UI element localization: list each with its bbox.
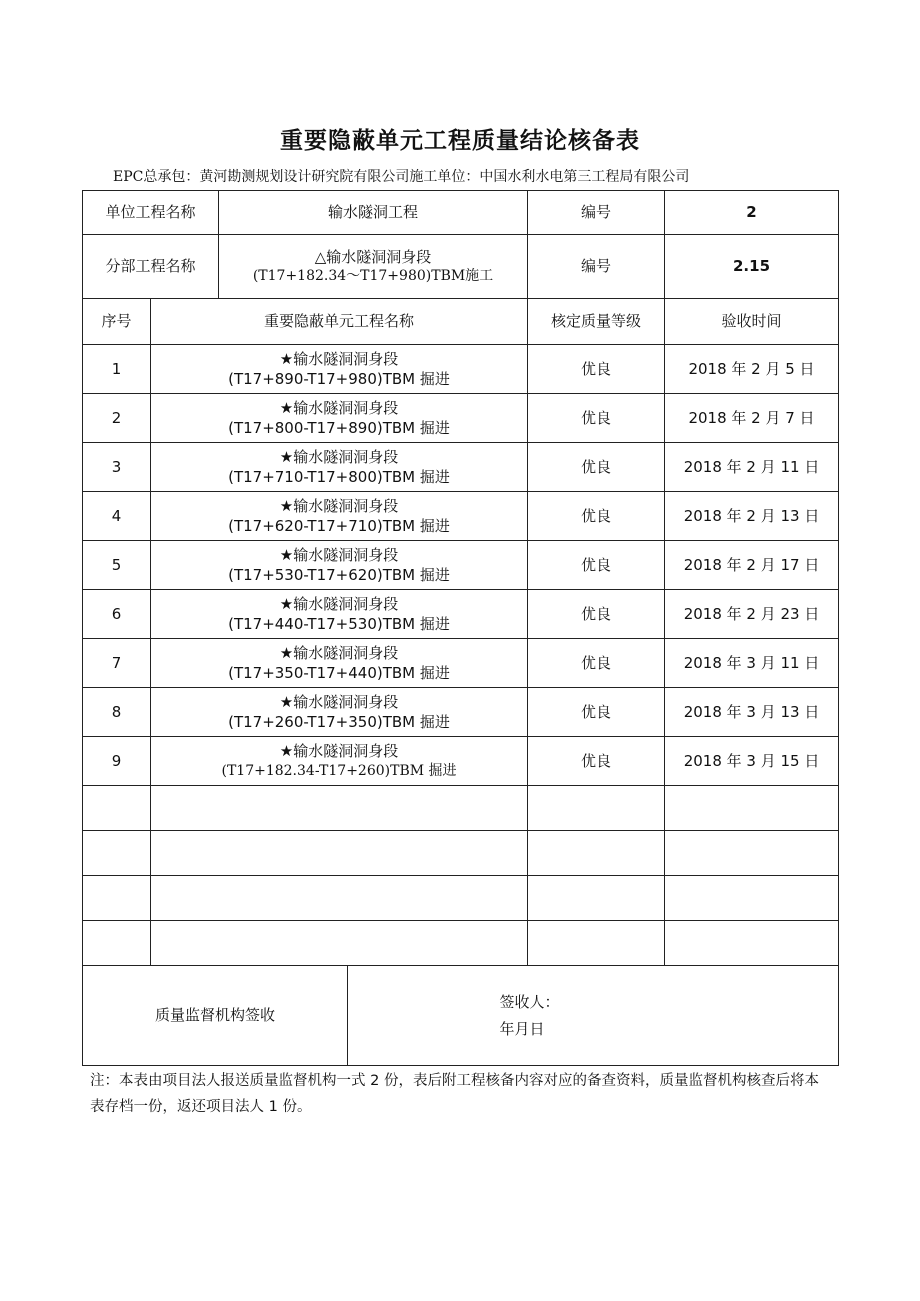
empty-cell <box>528 831 665 876</box>
row-grade: 优良 <box>528 688 665 737</box>
unit-code-value: 2 <box>665 191 839 235</box>
row-name-line2: (T17+620-T17+710)TBM 掘进 <box>228 517 450 535</box>
table-row <box>83 639 839 688</box>
row-date: 2018 年 2 月 11 日 <box>665 443 839 492</box>
empty-cell <box>83 831 151 876</box>
row-name-line1: ★输水隧洞洞身段 <box>279 447 399 466</box>
unit-code-label: 编号 <box>528 191 665 235</box>
row-name-line1: ★输水隧洞洞身段 <box>279 398 399 417</box>
empty-cell <box>151 786 528 831</box>
sub-code-value: 2.15 <box>665 235 839 299</box>
row-name <box>151 688 528 737</box>
row-name-line1: ★输水隧洞洞身段 <box>279 594 399 613</box>
row-name-line2: (T17+182.34-T17+260)TBM 掘进 <box>221 762 457 779</box>
empty-cell <box>83 921 151 966</box>
row-date: 2018 年 2 月 13 日 <box>665 492 839 541</box>
empty-row <box>83 921 839 966</box>
empty-cell <box>528 786 665 831</box>
table-row <box>83 492 839 541</box>
empty-cell <box>83 876 151 921</box>
row-name <box>151 492 528 541</box>
col-grade-header: 核定质量等级 <box>528 299 665 345</box>
row-name-line1: ★输水隧洞洞身段 <box>279 643 399 662</box>
row-seq: 4 <box>83 492 151 541</box>
row-date: 2018 年 3 月 13 日 <box>665 688 839 737</box>
row-name <box>151 345 528 394</box>
empty-cell <box>665 921 839 966</box>
col-name-header: 重要隐蔽单元工程名称 <box>151 299 528 345</box>
row-date: 2018 年 3 月 11 日 <box>665 639 839 688</box>
row-name <box>151 443 528 492</box>
row-seq: 9 <box>83 737 151 786</box>
row-grade: 优良 <box>528 443 665 492</box>
sub-project-value-line2: (T17+182.34～T17+980)TBM施工 <box>252 268 494 285</box>
row-name <box>151 394 528 443</box>
row-date: 2018 年 2 月 17 日 <box>665 541 839 590</box>
row-name <box>151 737 528 786</box>
table-row <box>83 737 839 786</box>
sub-project-value <box>219 235 528 299</box>
row-name-line2: (T17+890-T17+980)TBM 掘进 <box>228 370 450 388</box>
page-title: 重要隐蔽单元工程质量结论核备表 <box>280 128 640 154</box>
empty-cell <box>665 876 839 921</box>
sub-project-value-line1: △输水隧洞洞身段 <box>314 247 432 266</box>
row-name-line1: ★输水隧洞洞身段 <box>279 692 399 711</box>
contractor-info: EPC总承包：黄河勘测规划设计研究院有限公司施工单位：中国水利水电第三工程局有限公司 <box>113 169 690 185</box>
row-name-line2: (T17+710-T17+800)TBM 掘进 <box>228 468 450 486</box>
row-name-line2: (T17+530-T17+620)TBM 掘进 <box>228 566 450 584</box>
row-date: 2018 年 2 月 23 日 <box>665 590 839 639</box>
row-grade: 优良 <box>528 639 665 688</box>
row-seq: 7 <box>83 639 151 688</box>
empty-cell <box>528 876 665 921</box>
row-grade: 优良 <box>528 590 665 639</box>
row-name <box>151 541 528 590</box>
row-grade: 优良 <box>528 541 665 590</box>
table-row <box>83 541 839 590</box>
record-table <box>82 190 839 1066</box>
sub-code-label: 编号 <box>528 235 665 299</box>
row-seq: 6 <box>83 590 151 639</box>
row-name-line1: ★输水隧洞洞身段 <box>279 496 399 515</box>
signoff-signature-box <box>500 989 839 1042</box>
table-row <box>83 443 839 492</box>
row-seq: 2 <box>83 394 151 443</box>
row-name <box>151 590 528 639</box>
row-date: 2018 年 2 月 7 日 <box>665 394 839 443</box>
table-row <box>83 394 839 443</box>
signoff-date: 年月日 <box>499 1019 545 1038</box>
signoff-row <box>83 966 839 1066</box>
sub-project-row <box>83 235 839 299</box>
empty-cell <box>83 786 151 831</box>
table-row <box>83 688 839 737</box>
row-name-line2: (T17+350-T17+440)TBM 掘进 <box>228 664 450 682</box>
col-date-header: 验收时间 <box>665 299 839 345</box>
row-grade: 优良 <box>528 394 665 443</box>
table-row <box>83 345 839 394</box>
row-date: 2018 年 3 月 15 日 <box>665 737 839 786</box>
row-name-line1: ★输水隧洞洞身段 <box>279 545 399 564</box>
row-name-line1: ★输水隧洞洞身段 <box>279 742 399 761</box>
signoff-label-cell <box>83 966 528 1066</box>
footnote: 注：本表由项目法人报送质量监督机构一式 2 份，表后附工程核备内容对应的备查资料，质量监督机构核查后将本表存档一份，返还项目法人 1 份。 <box>90 1073 819 1115</box>
table-row <box>83 590 839 639</box>
unit-project-label: 单位工程名称 <box>83 191 219 235</box>
column-header-row <box>83 299 839 345</box>
empty-cell <box>528 921 665 966</box>
signoff-label: 质量监督机构签收 <box>83 966 348 1065</box>
row-grade: 优良 <box>528 345 665 394</box>
row-seq: 8 <box>83 688 151 737</box>
row-name-line2: (T17+260-T17+350)TBM 掘进 <box>228 713 450 731</box>
empty-cell <box>665 831 839 876</box>
row-name-line1: ★输水隧洞洞身段 <box>279 349 399 368</box>
empty-row <box>83 831 839 876</box>
empty-cell <box>151 876 528 921</box>
row-name <box>151 639 528 688</box>
row-seq: 1 <box>83 345 151 394</box>
row-name-line2: (T17+440-T17+530)TBM 掘进 <box>228 615 450 633</box>
empty-cell <box>151 921 528 966</box>
unit-project-value: 输水隧洞工程 <box>219 191 528 235</box>
sub-project-label: 分部工程名称 <box>83 235 219 299</box>
row-seq: 5 <box>83 541 151 590</box>
row-seq: 3 <box>83 443 151 492</box>
unit-project-row <box>83 191 839 235</box>
row-name-line2: (T17+800-T17+890)TBM 掘进 <box>228 419 450 437</box>
signoff-receiver: 签收人： <box>499 993 560 1012</box>
empty-row <box>83 876 839 921</box>
empty-cell <box>665 786 839 831</box>
signoff-signature-cell <box>499 966 839 1066</box>
row-date: 2018 年 2 月 5 日 <box>665 345 839 394</box>
row-grade: 优良 <box>528 737 665 786</box>
empty-row <box>83 786 839 831</box>
empty-cell <box>151 831 528 876</box>
row-grade: 优良 <box>528 492 665 541</box>
col-seq-header: 序号 <box>83 299 151 345</box>
